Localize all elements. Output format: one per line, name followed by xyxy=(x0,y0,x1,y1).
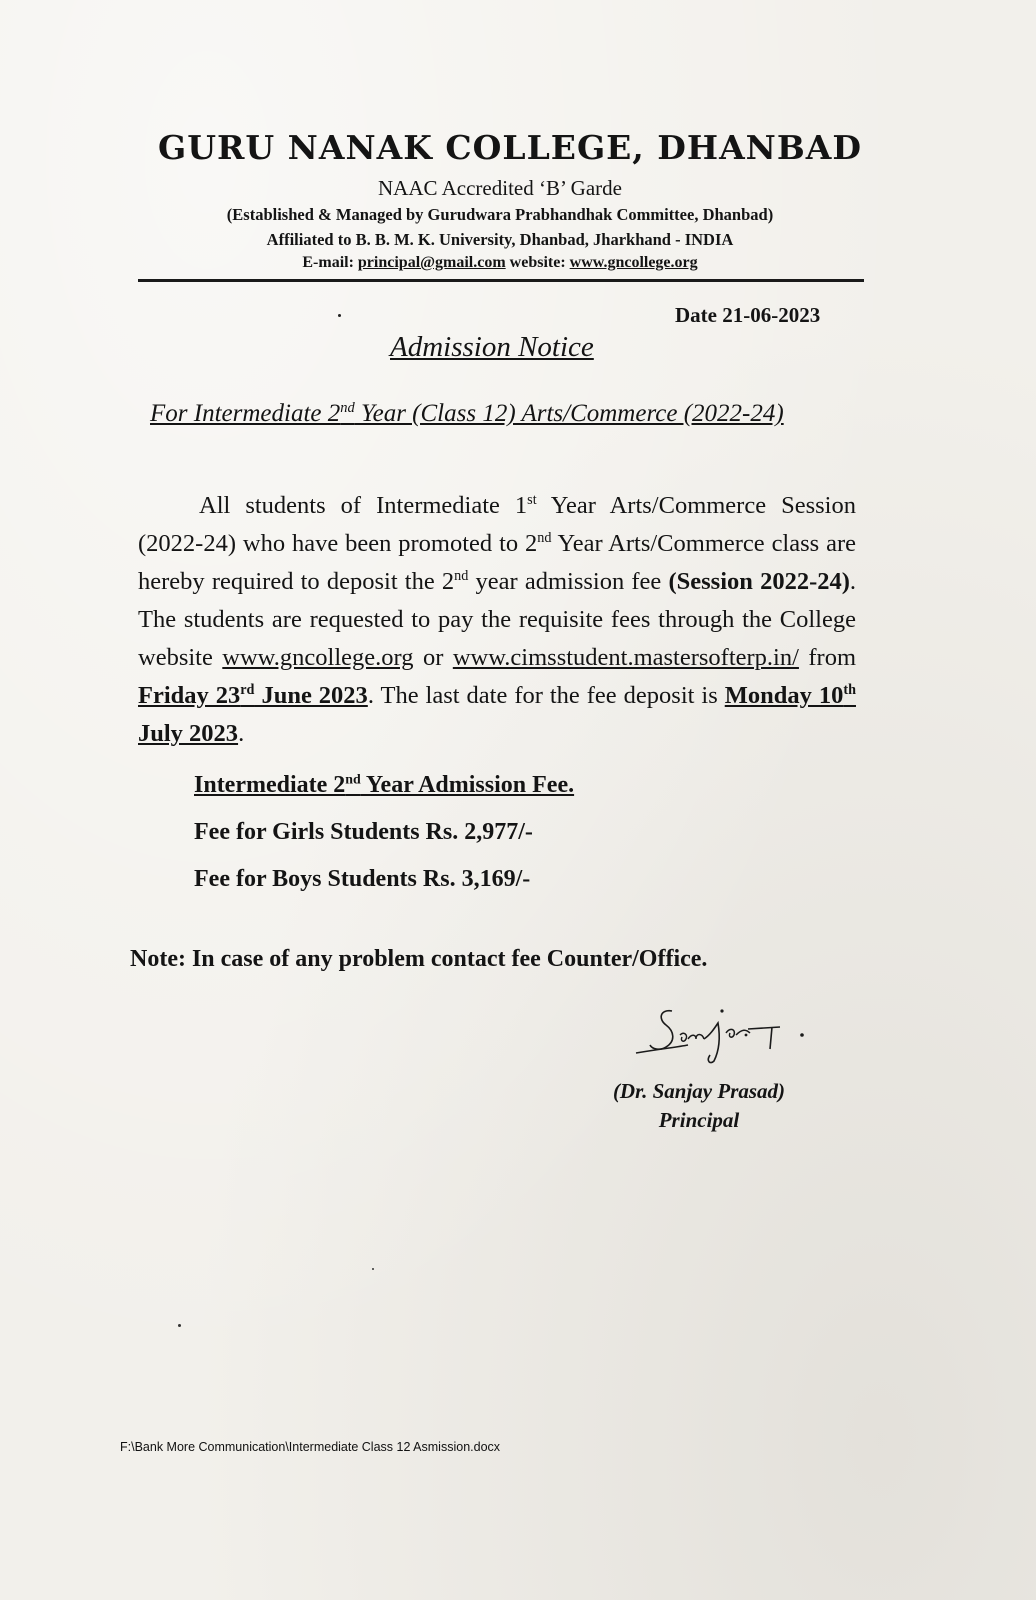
website-link[interactable]: www.gncollege.org xyxy=(569,254,698,271)
ink-speck xyxy=(338,314,341,317)
accreditation-line: NAAC Accredited ‘B’ Garde xyxy=(378,176,622,200)
subtitle-sup: nd xyxy=(340,400,355,417)
body-text: Year Arts/Commerce Session (2022-24) who have been promoted to 2 xyxy=(138,492,856,557)
body-text: Year Arts/Commerce class are hereby required to deposit the 2 xyxy=(138,530,856,595)
fee-heading: Intermediate 2nd Year Admission Fee. xyxy=(194,772,575,798)
start-date: Friday 23rd June 2023 xyxy=(138,682,368,709)
file-path-footer: F:\Bank More Communication\Intermediate Class 12 Asmission.docx xyxy=(120,1440,501,1454)
subtitle-text-end: Year (Class 12) Arts/Commerce (2022-24) xyxy=(354,400,784,427)
header-rule xyxy=(138,279,864,282)
subtitle-text: For Intermediate 2 xyxy=(150,400,341,427)
notice-subtitle xyxy=(150,400,784,428)
last-date: Monday 10th July 2023 xyxy=(138,682,856,747)
affiliation-line: Affiliated to B. B. M. K. University, Dhanbad, Jharkhand - INDIA xyxy=(266,230,734,249)
body-text: from xyxy=(798,644,857,671)
body-text: or xyxy=(413,644,453,671)
body-text: year admission fee xyxy=(468,568,669,595)
ink-speck xyxy=(372,1268,374,1270)
body-text: . The students are requested to pay the requisite fees through the College website xyxy=(138,568,857,671)
payment-portal-link[interactable]: www.cimsstudent.mastersofterp.in/ xyxy=(452,644,799,671)
email-link[interactable]: principal@gmail.com xyxy=(357,254,506,271)
ink-speck xyxy=(178,1324,181,1327)
established-line: (Established & Managed by Gurudwara Prabhandhak Committee, Dhanbad) xyxy=(226,205,774,224)
body-text: . xyxy=(238,720,245,747)
notice-date: Date 21-06-2023 xyxy=(675,303,821,327)
college-name: GURU NANAK COLLEGE, DHANBAD xyxy=(158,128,862,167)
fee-boys: Fee for Boys Students Rs. 3,169/- xyxy=(194,866,531,892)
session-label: (Session 2022-24) xyxy=(668,568,850,595)
note-line: Note: In case of any problem contact fee Counter/Office. xyxy=(130,946,708,972)
signatory-name: (Dr. Sanjay Prasad) xyxy=(612,1079,786,1103)
notice-title: Admission Notice xyxy=(390,331,594,363)
body-sup: st xyxy=(527,492,537,509)
body-sup: nd xyxy=(454,568,469,585)
website-label: website: xyxy=(509,254,566,271)
signatory-title: Principal xyxy=(658,1108,740,1132)
principal-signature xyxy=(630,1005,820,1070)
fee-girls: Fee for Girls Students Rs. 2,977/- xyxy=(194,819,533,845)
email-label: E-mail: xyxy=(302,254,354,271)
contact-line xyxy=(0,254,1000,272)
body-text: All students of Intermediate 1 xyxy=(199,492,528,519)
notice-body xyxy=(138,487,856,753)
body-sup: nd xyxy=(537,530,552,547)
body-text: . The last date for the fee deposit is xyxy=(367,682,725,709)
college-website-link[interactable]: www.gncollege.org xyxy=(222,644,414,671)
